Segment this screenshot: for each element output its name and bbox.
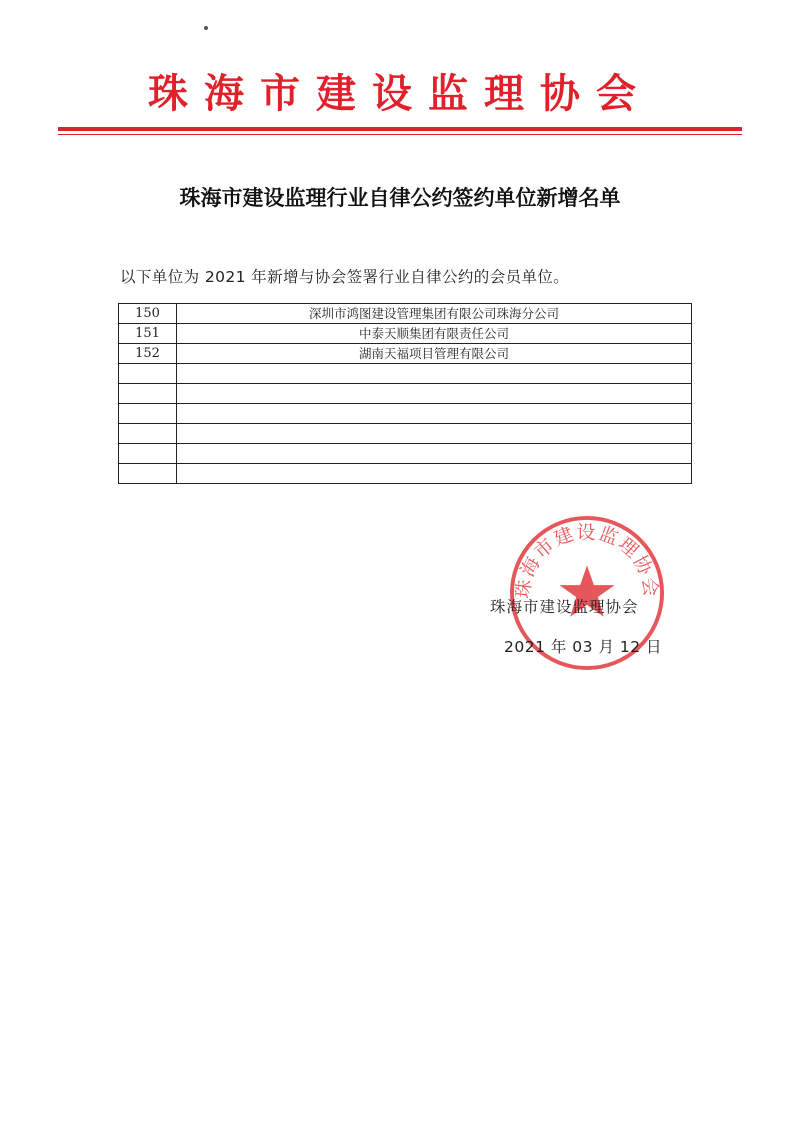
table-row [119,464,692,484]
row-number: 151 [119,324,177,344]
table-row [119,384,692,404]
row-number: 150 [119,304,177,324]
letterhead-org-name: 珠海市建设监理协会 [148,70,652,117]
unit-name: 深圳市鸿图建设管理集团有限公司珠海分公司 [177,304,692,324]
unit-name [177,384,692,404]
table-row [119,364,692,384]
row-number [119,384,177,404]
row-number [119,364,177,384]
document-title: 珠海市建设监理行业自律公约签约单位新增名单 [179,186,621,210]
unit-name [177,464,692,484]
table-row [119,304,692,324]
member-units-table [118,303,692,484]
intro-paragraph: 以下单位为 2021 年新增与协会签署行业自律公约的会员单位。 [120,268,570,286]
table-row [119,404,692,424]
letterhead-rule-thin [58,134,742,135]
signature-date: 2021 年 03 月 12 日 [504,638,663,656]
signature-org-name: 珠海市建设监理协会 [490,598,639,616]
table-row [119,424,692,444]
table-row [119,324,692,344]
row-number: 152 [119,344,177,364]
seal-arc-text: 珠海市建设监理协会 [513,522,661,600]
unit-name [177,404,692,424]
unit-name [177,364,692,384]
row-number [119,404,177,424]
row-number [119,464,177,484]
scan-speck [204,26,208,30]
unit-name [177,444,692,464]
unit-name: 中泰天顺集团有限责任公司 [177,324,692,344]
table-row [119,444,692,464]
row-number [119,444,177,464]
table-row [119,344,692,364]
letterhead-rule-thick [58,127,742,131]
unit-name: 湖南天福项目管理有限公司 [177,344,692,364]
unit-name [177,424,692,444]
row-number [119,424,177,444]
